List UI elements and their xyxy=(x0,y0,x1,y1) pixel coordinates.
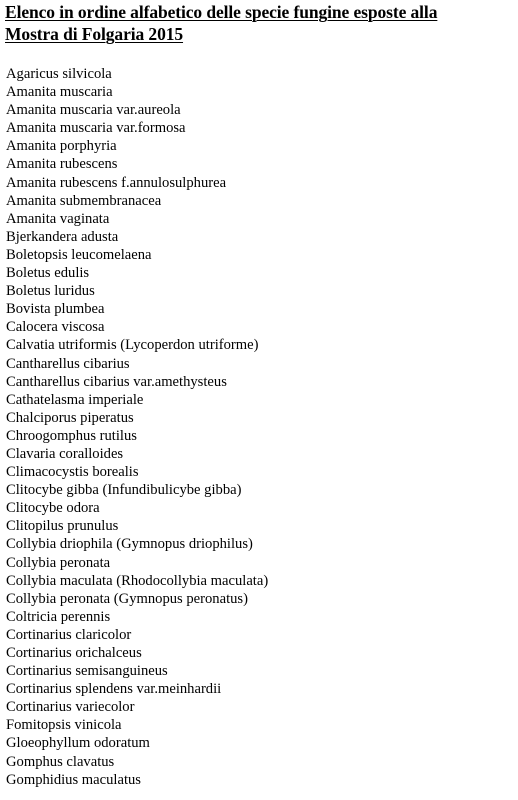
species-item: Collybia peronata xyxy=(6,554,111,571)
species-item: Amanita porphyria xyxy=(6,138,117,155)
species-item: Amanita rubescens f.annulosulphurea xyxy=(6,174,227,191)
title-line-2: Mostra di Folgaria 2015 xyxy=(5,24,184,44)
species-item: Cortinarius variecolor xyxy=(6,699,135,716)
species-list xyxy=(6,65,268,789)
species-item: Collybia peronata (Gymnopus peronatus) xyxy=(6,590,248,607)
species-item: Boletus edulis xyxy=(6,265,90,282)
species-item: Chroogomphus rutilus xyxy=(6,427,137,444)
species-item: Chalciporus piperatus xyxy=(6,409,134,426)
species-item: Amanita vaginata xyxy=(6,210,110,227)
species-item: Boletus luridus xyxy=(6,283,95,300)
species-item: Collybia driophila (Gymnopus driophilus) xyxy=(6,536,253,553)
species-item: Amanita submembranacea xyxy=(6,192,162,209)
species-item: Coltricia perennis xyxy=(6,608,111,625)
species-item: Calvatia utriformis (Lycoperdon utriforme) xyxy=(6,337,259,354)
species-item: Amanita muscaria var.aureola xyxy=(6,102,181,119)
species-item: Bjerkandera adusta xyxy=(6,228,119,245)
species-item: Gomphidius maculatus xyxy=(6,771,141,788)
species-item: Gloeophyllum odoratum xyxy=(6,735,150,752)
species-item: Cortinarius splendens var.meinhardii xyxy=(6,681,222,698)
species-item: Amanita rubescens xyxy=(6,156,118,173)
species-item: Amanita muscaria xyxy=(6,84,113,101)
title-line-1: Elenco in ordine alfabetico delle specie fungine esposte alla xyxy=(5,2,438,22)
species-item: Gomphus clavatus xyxy=(6,753,115,770)
species-item: Calocera viscosa xyxy=(6,319,105,336)
document-title xyxy=(5,1,513,45)
species-item: Cantharellus cibarius xyxy=(6,355,130,372)
species-item: Cantharellus cibarius var.amethysteus xyxy=(6,373,227,390)
species-item: Cortinarius claricolor xyxy=(6,626,132,643)
species-item: Cortinarius semisanguineus xyxy=(6,663,168,680)
species-item: Clitopilus prunulus xyxy=(6,518,119,535)
species-item: Cathatelasma imperiale xyxy=(6,391,144,408)
species-item: Bovista plumbea xyxy=(6,301,105,318)
species-item: Clitocybe odora xyxy=(6,500,100,517)
species-item: Amanita muscaria var.formosa xyxy=(6,120,186,137)
species-item: Cortinarius orichalceus xyxy=(6,645,142,661)
species-item: Climacocystis borealis xyxy=(6,464,139,481)
species-item: Collybia maculata (Rhodocollybia maculata) xyxy=(6,572,269,589)
species-item: Fomitopsis vinicola xyxy=(6,717,122,734)
species-item: Clavaria coralloides xyxy=(6,445,124,462)
species-item: Clitocybe gibba (Infundibulicybe gibba) xyxy=(6,482,242,499)
species-item: Boletopsis leucomelaena xyxy=(6,246,152,263)
species-item: Agaricus silvicola xyxy=(6,66,112,82)
